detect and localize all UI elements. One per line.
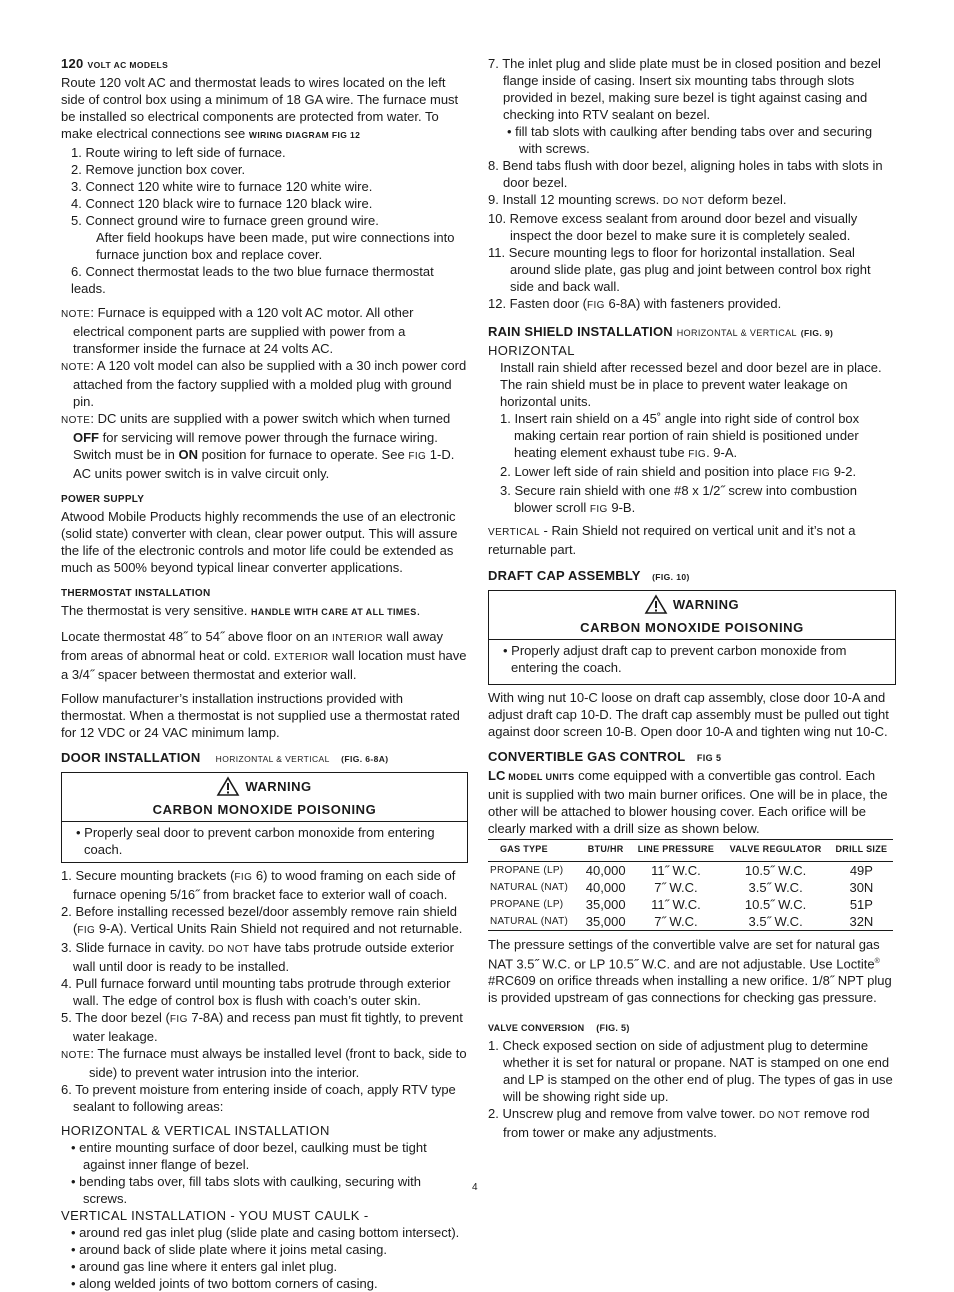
- note-text: : The furnace must always be installed level (front to back, side to side) to prevent water intrusion into the interior.: [89, 1046, 467, 1080]
- heading-text: RAIN SHIELD INSTALLATION: [488, 324, 673, 339]
- warning-title: [217, 777, 311, 796]
- note-label: NOTE: [61, 309, 91, 320]
- note-text: position for furnace to operate. See: [198, 447, 409, 462]
- warning-box-draft-cap: [488, 590, 896, 685]
- rain-step-3: [488, 482, 896, 518]
- section-heading-gas-control: [488, 748, 896, 767]
- pressure-text: The pressure settings of the convertible valve are set for natural gas NAT 3.5˝ W.C. or LP 10.5˝ W.C. and are not adjustable. Use Loctite: [488, 937, 880, 972]
- table-cell: PROPANE (LP): [490, 865, 564, 876]
- on-label: ON: [178, 447, 198, 462]
- door-step-11: 11. Secure mounting legs to floor for horizontal installation. Seal around slide plate, gas plug and joint between control box right side and back wall.: [488, 245, 871, 294]
- power-supply-text: Atwood Mobile Products highly recommends the use of an electronic (solid state) converter with clean, clear power output. This will assure the life of the electronic controls and motor life could be extended as much as 500% beyond typical linear converter applications.: [61, 509, 458, 575]
- table-cell: 10.5˝ W.C.: [744, 863, 807, 878]
- door-note: [61, 1045, 468, 1081]
- warning-header: [62, 773, 467, 822]
- heading-fig: (FIG. 5): [596, 1023, 630, 1034]
- heading-number: 120: [61, 56, 84, 71]
- warning-body: [62, 822, 467, 862]
- section-heading-rain-shield: [488, 323, 896, 342]
- hv-bullet: • bending tabs over, fill tabs slots with caulking, securing with screws.: [71, 1174, 421, 1206]
- table-cell: 49P: [849, 863, 873, 878]
- step-text: 9-B.: [607, 500, 636, 515]
- fig-label: FIG: [812, 468, 831, 479]
- fig-label: FIG: [587, 300, 605, 311]
- door-step-9: [488, 191, 896, 210]
- heading-text: VALVE CONVERSION: [488, 1023, 585, 1034]
- handle-with-care: HANDLE WITH CARE AT ALL TIMES: [251, 607, 417, 617]
- vertical-bullet: • around back of slide plate where it joins metal casing.: [71, 1242, 387, 1257]
- door-step-10: 10. Remove excess sealant from around door bezel and visually inspect the door bezel to make sure it is completely sealed.: [488, 211, 858, 243]
- volt-step: 6. Connect thermostat leads to the two blue furnace thermostat leads.: [71, 264, 434, 296]
- table-row: [488, 896, 893, 913]
- heading-sub: HORIZONTAL & VERTICAL: [215, 754, 330, 764]
- door-step-7: 7. The inlet plug and slide plate must be in closed position and bezel flange inside of casing. Insert six mounting tabs through slots provided in bezel, making sure bezel is tight against casing and checking into RTV sealant on bezel.: [488, 56, 881, 122]
- table-cell: NATURAL (NAT): [488, 913, 581, 931]
- table-cell: PROPANE (LP): [490, 899, 564, 910]
- horizontal-label: HORIZONTAL: [488, 343, 575, 358]
- heading-fig: FIG 5: [696, 753, 722, 763]
- rain-step-1: [488, 410, 896, 463]
- table-cell: 3.5˝ W.C.: [721, 913, 829, 931]
- door-step-4: 4. Pull furnace forward until mounting tabs protrude through exterior wall. The edge of control box is flush with coach’s outer skin.: [61, 976, 451, 1008]
- warning-box-door: [61, 772, 468, 863]
- step-text: deform bezel.: [704, 192, 787, 207]
- left-column: [61, 55, 468, 1292]
- section-heading-door-installation: [61, 749, 468, 768]
- table-cell: 30N: [849, 880, 874, 895]
- rain-step-2: [488, 463, 896, 482]
- table-header: VALVE REGULATOR: [721, 840, 829, 862]
- table-row: [488, 913, 893, 931]
- note-dc-switch: [61, 410, 468, 482]
- valve-step-1: 1. Check exposed section on side of adjustment plug to determine whether it is set for natural or propane. NAT is stamped on one end and LP is stamped on the other end of plug. The types of gas in use will be showing right side up.: [488, 1038, 893, 1105]
- heading-sub: HORIZONTAL & VERTICAL: [676, 328, 797, 338]
- note-power-cord: [61, 357, 468, 410]
- heading-fig: (FIG. 6-8A): [341, 754, 389, 764]
- section-heading-draft-cap: [488, 567, 896, 586]
- thermostat-p1: [61, 602, 468, 621]
- table-cell: 3.5˝ W.C.: [748, 880, 803, 895]
- do-not-label: DO NOT: [662, 196, 705, 207]
- volt-step: 1. Route wiring to left side of furnace.: [71, 145, 286, 160]
- fig-label: FIG: [77, 925, 96, 936]
- heading-text: DOOR INSTALLATION: [61, 750, 201, 765]
- thermostat-text: wall location must have a 3/4˝ spacer between thermostat and exterior wall.: [61, 648, 467, 682]
- section-heading-120-volt: [61, 55, 468, 74]
- page-number: 4: [472, 1182, 478, 1193]
- note-text: 1-D. AC units power switch is in valve circuit only.: [73, 447, 455, 481]
- warning-text: • Properly adjust draft cap to prevent carbon monoxide from entering the coach.: [503, 643, 847, 675]
- vertical-bullet: • around gas line where it enters gal inlet plug.: [71, 1259, 338, 1274]
- do-not-label: DO NOT: [208, 944, 250, 955]
- door-step-12: [488, 295, 896, 314]
- door-step-5: [61, 1009, 468, 1045]
- note-text: for servicing will remove power through the furnace wiring. Switch must be in: [73, 430, 438, 462]
- table-cell: 35,000: [585, 897, 626, 912]
- thermostat-text: .: [416, 603, 421, 618]
- table-cell: 11˝ W.C.: [651, 897, 701, 912]
- note-motor: [61, 304, 468, 357]
- thermostat-text: wall away from areas of abnormal heat or cold.: [61, 629, 443, 663]
- step7-bullet: • fill tab slots with caulking after bending tabs over and securing with screws.: [507, 124, 873, 156]
- volt-step5-after: After field hookups have been made, put wire connections into furnace junction box and replace cover.: [96, 230, 455, 262]
- note-label: NOTE: [61, 362, 91, 373]
- table-row: [488, 879, 893, 896]
- registered-mark: ®: [874, 958, 880, 965]
- step-text: 9. Install 12 mounting screws.: [488, 192, 663, 207]
- step-text: 6) to wood framing on each side of furnace opening 5/16˝ from bracket face to exterior wall of coach.: [73, 868, 456, 902]
- step-text: . 9-A.: [706, 445, 738, 460]
- step-text: 9-A). Vertical Units Rain Shield not required and not returnable.: [95, 921, 463, 936]
- door-step-2: [61, 903, 468, 939]
- volt-step: 2. Remove junction box cover.: [71, 162, 246, 177]
- volt-step: 4. Connect 120 black wire to furnace 120 black wire.: [71, 196, 373, 211]
- draft-cap-text: With wing nut 10-C loose on draft cap assembly, close door 10-A and adjust draft cap 10-D. The draft cap assembly must be pulled out tight against door screen 10-B. Open door 10-A and tighten wing nut 10-C.: [488, 690, 889, 739]
- thermostat-p2: [61, 628, 468, 683]
- table-header: LINE PRESSURE: [630, 840, 721, 862]
- table-header: GAS TYPE: [488, 840, 581, 862]
- note-label: NOTE: [61, 1050, 91, 1061]
- gas-intro-text: come equipped with a convertible gas control. Each unit is supplied with two main burner orifices. One will be in place, the other will be attached to blower housing cover. Each orifice will be clearly marked with a drill size as shown below.: [488, 768, 888, 836]
- volt-intro: [61, 74, 468, 144]
- volt-steps: [61, 144, 468, 297]
- model-units-label: MODEL UNITS: [505, 772, 575, 782]
- warning-title-text: WARNING: [245, 779, 312, 794]
- heading-text: DRAFT CAP ASSEMBLY: [488, 568, 641, 583]
- table-header: BTU/HR: [581, 840, 631, 862]
- gas-intro: [488, 767, 896, 837]
- table-cell: 32N: [830, 913, 893, 931]
- pressure-settings-text: [488, 936, 896, 1006]
- vertical-install-heading: VERTICAL INSTALLATION - YOU MUST CAULK -: [61, 1208, 369, 1223]
- hv-bullet: • entire mounting surface of door bezel, caulking must be tight against inner flange of bezel.: [71, 1140, 427, 1172]
- lc-label: LC: [488, 768, 506, 783]
- step-text: 2. Lower left side of rain shield and position into place: [500, 464, 813, 479]
- do-not-label: DO NOT: [758, 1110, 801, 1122]
- warning-subtitle: CARBON MONOXIDE POISONING: [152, 802, 377, 817]
- door-step-3: [61, 939, 468, 975]
- note-label: NOTE: [61, 415, 91, 426]
- step-text: 7-8A) and recess pan must fit tightly, to prevent water leakage.: [73, 1010, 463, 1044]
- wiring-diagram-ref: WIRING DIAGRAM FIG 12: [248, 130, 361, 140]
- table-row: [488, 862, 893, 880]
- step-text: remove rod from tower or make any adjustments.: [503, 1106, 870, 1141]
- warning-title: [645, 595, 739, 614]
- step-text: have tabs protrude outside exterior wall until door is ready to be installed.: [73, 940, 454, 974]
- step-text: 1. Insert rain shield on a 45˚ angle into right side of control box making certain rear portion of rain shield is positioned under heating element exhaust tube: [500, 411, 860, 460]
- table-header-row: [488, 840, 893, 862]
- thermostat-text: The thermostat is very sensitive.: [61, 603, 252, 618]
- volt-step: 5. Connect ground wire to furnace green ground wire.: [71, 213, 379, 228]
- note-text: : A 120 volt model can also be supplied with a 30 inch power cord attached from the factory supplied with a molded plug with ground pin.: [73, 358, 467, 409]
- vertical-bullet: • along welded joints of two bottom corners of casing.: [71, 1276, 378, 1291]
- fig-label: FIG: [688, 449, 707, 460]
- step-text: 1. Secure mounting brackets (: [61, 868, 235, 883]
- step-text: 2. Before installing recessed bezel/door assembly remove rain shield (: [61, 904, 457, 936]
- section-heading-valve-conversion: [488, 1018, 896, 1037]
- step-text: 12. Fasten door (: [488, 296, 587, 311]
- note-text: : Furnace is equipped with a 120 volt AC motor. All other electrical component parts are supplied with power from a transformer inside the furnace at 24 volts AC.: [73, 305, 414, 356]
- vertical-bullet: • around red gas inlet plug (slide plate and casing bottom intersect).: [71, 1225, 460, 1240]
- table-cell: 40,000: [585, 880, 626, 895]
- thermostat-text: Locate thermostat 48˝ to 54˝ above floor on an: [61, 629, 333, 644]
- door-step-8: 8. Bend tabs flush with door bezel, aligning holes in tabs with slots in door bezel.: [488, 158, 883, 190]
- step-text: 5. The door bezel (: [61, 1010, 170, 1025]
- table-cell: 7˝ W.C.: [630, 913, 721, 931]
- table-cell: 7˝ W.C.: [654, 880, 698, 895]
- table-cell: 51P: [849, 897, 873, 912]
- table-cell: NATURAL (NAT): [490, 882, 569, 893]
- section-heading-power-supply: POWER SUPPLY: [61, 494, 145, 505]
- right-column: [488, 55, 896, 1141]
- valve-step-2: [488, 1105, 896, 1141]
- fig-label: FIG: [169, 1014, 188, 1025]
- table-cell: 35,000: [581, 913, 631, 931]
- fig-label: FIG: [408, 451, 427, 462]
- volt-intro-text: Route 120 volt AC and thermostat leads to wires located on the left side of control box using a minimum of 18 GA wire. The furnace must be installed so electrical components are protected from water. To make electrical connections see: [61, 75, 459, 141]
- heading-fig: (FIG. 10): [652, 572, 690, 582]
- gas-orifice-table: [488, 839, 893, 931]
- step-text: 3. Slide furnace in cavity.: [61, 940, 209, 955]
- door-step-6: 6. To prevent moisture from entering inside of coach, apply RTV type sealant to following areas:: [61, 1082, 456, 1114]
- warning-text: • Properly seal door to prevent carbon monoxide from entering coach.: [76, 825, 435, 857]
- fig-label: FIG: [589, 504, 608, 515]
- heading-text: VOLT AC MODELS: [87, 60, 169, 70]
- section-heading-thermostat: THERMOSTAT INSTALLATION: [61, 588, 211, 599]
- step-text: 2. Unscrew plug and remove from valve tower.: [488, 1106, 759, 1122]
- step-text: 9-2.: [830, 464, 857, 479]
- interior-label: INTERIOR: [332, 633, 383, 644]
- step-text: 6-8A) with fasteners provided.: [604, 296, 782, 311]
- table-cell: 40,000: [585, 863, 626, 878]
- warning-subtitle: CARBON MONOXIDE POISONING: [580, 620, 804, 635]
- thermostat-p3: Follow manufacturer’s installation instructions provided with thermostat. When a thermostat is not supplied use a thermostat rated for 12 VDC or 24 VAC minimum lamp.: [61, 691, 460, 740]
- vertical-label: VERTICAL: [488, 527, 540, 538]
- warning-body: [489, 640, 895, 684]
- hv-install-heading: HORIZONTAL & VERTICAL INSTALLATION: [61, 1123, 330, 1138]
- volt-step: 3. Connect 120 white wire to furnace 120 white wire.: [71, 179, 373, 194]
- door-step-1: [61, 867, 468, 903]
- table-cell: 11˝ W.C.: [651, 863, 701, 878]
- heading-text: CONVERTIBLE GAS CONTROL: [488, 749, 686, 764]
- warning-triangle-icon: [217, 777, 239, 796]
- heading-fig: (FIG. 9): [800, 328, 834, 338]
- fig-label: FIG: [234, 872, 253, 883]
- exterior-label: EXTERIOR: [274, 652, 329, 663]
- warning-header: [489, 591, 895, 640]
- off-label: OFF: [73, 430, 99, 445]
- vertical-text: - Rain Shield not required on vertical unit and it’s not a returnable part.: [488, 523, 856, 557]
- table-cell: 10.5˝ W.C.: [744, 897, 807, 912]
- rain-intro: Install rain shield after recessed bezel and door bezel are in place. The rain shield must be in place to prevent water leakage on horizontal units.: [500, 360, 882, 409]
- warning-title-text: WARNING: [672, 597, 740, 612]
- warning-triangle-icon: [645, 595, 667, 614]
- table-header: DRILL SIZE: [830, 840, 893, 862]
- rain-vertical: [488, 522, 896, 558]
- pressure-text: #RC609 on orifice threads when installing a new orifice. 1/8˝ NPT plug is provided upstream of gas connections for checking gas pressure.: [488, 973, 892, 1006]
- note-text: : DC units are supplied with a power switch which when turned: [90, 411, 451, 426]
- step-text: 3. Secure rain shield with one #8 x 1/2˝ screw into combustion blower scroll: [500, 483, 857, 515]
